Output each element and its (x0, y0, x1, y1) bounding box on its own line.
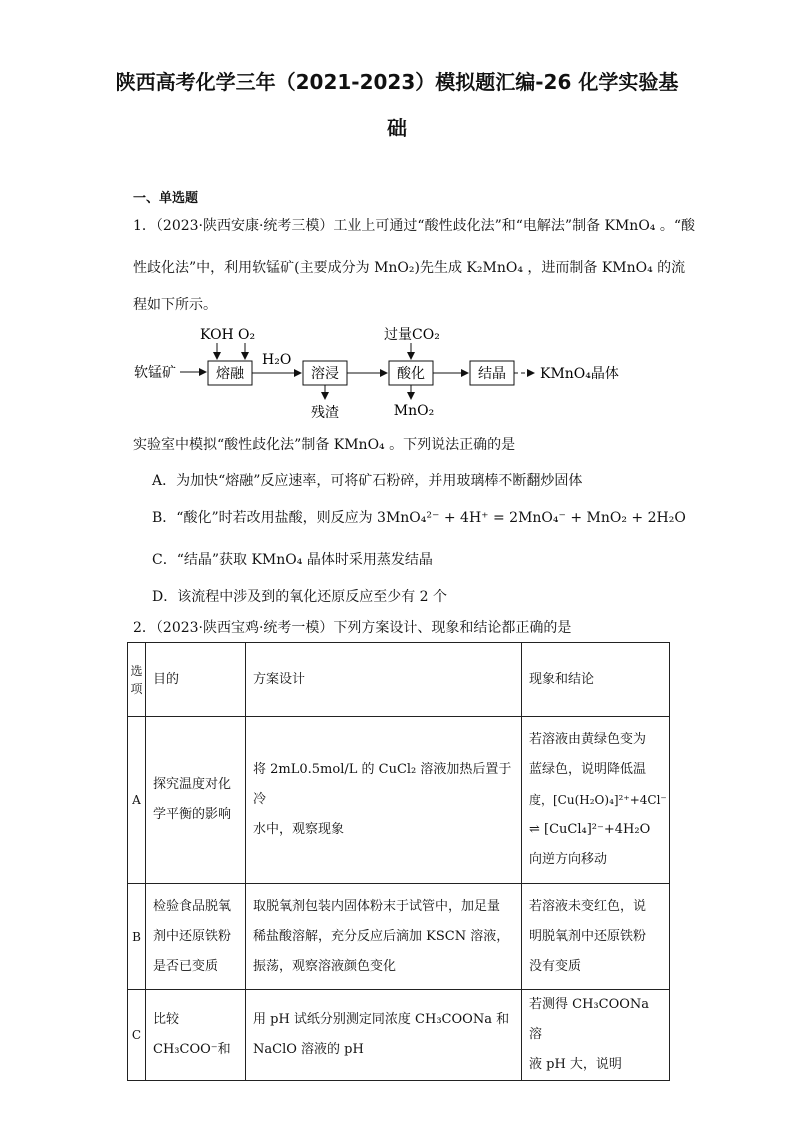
row-design (246, 990, 522, 1081)
q2-table (127, 642, 670, 1081)
row-result-line: 向逆方向移动 (529, 852, 608, 867)
row-purpose-line: 学平衡的影响 (153, 807, 232, 822)
row-purpose (146, 990, 246, 1081)
row-option: B (128, 884, 146, 990)
q2-stem: 2．（2023·陕西宝鸡·统考一模）下列方案设计、现象和结论都正确的是 (133, 620, 572, 636)
row-purpose (146, 717, 246, 884)
row-result-line: ⇌ [CuCl₄]²⁻+4H₂O (529, 822, 651, 837)
flow-output-residue: 残渣 (311, 405, 339, 421)
row-purpose-line: 是否已变质 (153, 958, 219, 974)
row-result-line: 明脱氧剂中还原铁粉 (529, 928, 647, 944)
row-purpose-line: 探究温度对化 (153, 777, 232, 792)
row-purpose-line: CH₃COO⁻和 (153, 1042, 231, 1057)
q1-option-d: D．该流程中涉及到的氧化还原反应至少有 2 个 (152, 589, 448, 605)
row-design-line: 稀盐酸溶解，充分反应后滴加 KSCN 溶液， (253, 928, 510, 944)
header-result: 现象和结论 (522, 643, 670, 717)
row-design-line: 振荡，观察溶液颜色变化 (253, 958, 397, 974)
flow-box-crystallize-label: 结晶 (478, 366, 506, 382)
section-heading: 一、单选题 (133, 191, 199, 206)
row-result-line: 若溶液未变红色，说 (529, 898, 647, 914)
row-result-line: 没有变质 (529, 958, 582, 974)
q1-line1: 1．（2023·陕西安康·统考三模）工业上可通过“酸性歧化法”和“电解法”制备 KMnO₄ 。“酸 (133, 218, 696, 234)
process-flow-diagram (130, 322, 650, 422)
q1-line2: 性歧化法”中，利用软锰矿(主要成分为 MnO₂)先生成 K₂MnO₄ ，进而制备 KMnO₄ 的流 (133, 260, 686, 276)
row-option: A (128, 717, 146, 884)
row-result (522, 884, 670, 990)
row-result-line: 液 pH 大，说明 (529, 1057, 622, 1072)
row-design-line: NaClO 溶液的 pH (253, 1042, 364, 1057)
flow-box-acidify-label: 酸化 (397, 366, 425, 382)
row-result (522, 990, 670, 1081)
row-design-line: 将 2mL0.5mol/L 的 CuCl₂ 溶液加热后置于冷 (253, 762, 512, 807)
q1-option-c: C．“结晶”获取 KMnO₄ 晶体时采用蒸发结晶 (152, 552, 433, 568)
flow-box-melting-label: 熔融 (216, 366, 244, 382)
document-title-line1: 陕西高考化学三年（2021-2023）模拟题汇编-26 化学实验基 (115, 70, 679, 94)
row-result-line: 度，[Cu(H₂O)₄]²⁺+4Cl⁻ (529, 793, 667, 807)
row-design-line: 用 pH 试纸分别测定同浓度 CH₃COONa 和 (253, 1012, 510, 1027)
row-purpose-line: 比较 (153, 1012, 180, 1027)
row-result (522, 717, 670, 884)
row-purpose-line: 剂中还原铁粉 (153, 928, 232, 944)
table-row (128, 717, 670, 884)
table-row (128, 990, 670, 1081)
flow-output-mno2: MnO₂ (393, 403, 435, 419)
q1-option-b: B．“酸化”时若改用盐酸，则反应为 3MnO₄²⁻ + 4H⁺ = 2MnO₄⁻ + MnO₂ + 2H₂O (152, 510, 686, 526)
q1-stem: 实验室中模拟“酸性歧化法”制备 KMnO₄ 。下列说法正确的是 (133, 437, 516, 453)
row-design (246, 717, 522, 884)
row-result-line: 蓝绿色，说明降低温 (529, 762, 647, 777)
flow-box-leaching-label: 溶浸 (311, 366, 339, 382)
row-option: C (128, 990, 146, 1081)
row-design (246, 884, 522, 990)
row-result-line: 若测得 CH₃COONa 溶 (529, 997, 650, 1042)
header-design: 方案设计 (246, 643, 522, 717)
flow-end-product: KMnO₄晶体 (540, 366, 619, 382)
row-purpose-line: 检验食品脱氧 (153, 898, 232, 914)
row-design-line: 水中，观察现象 (253, 822, 345, 837)
flow-input-o2: O₂ (238, 327, 256, 343)
table-header-row (128, 643, 670, 717)
row-design-line: 取脱氧剂包装内固体粉末于试管中，加足量 (253, 898, 501, 914)
table-row (128, 884, 670, 990)
row-result-line: 若溶液由黄绿色变为 (529, 732, 647, 747)
row-purpose (146, 884, 246, 990)
q1-line3: 程如下所示。 (133, 297, 217, 313)
flow-arrow-water: H₂O (262, 352, 292, 368)
header-purpose: 目的 (146, 643, 246, 717)
q1-option-a: A．为加快“熔融”反应速率，可将矿石粉碎，并用玻璃棒不断翻炒固体 (152, 473, 583, 489)
flow-input-koh: KOH (200, 327, 234, 343)
flow-start-label: 软锰矿 (134, 365, 176, 381)
document-title-line2: 础 (387, 116, 407, 140)
flow-input-co2: 过量CO₂ (384, 327, 440, 343)
header-option: 选项 (128, 643, 146, 717)
